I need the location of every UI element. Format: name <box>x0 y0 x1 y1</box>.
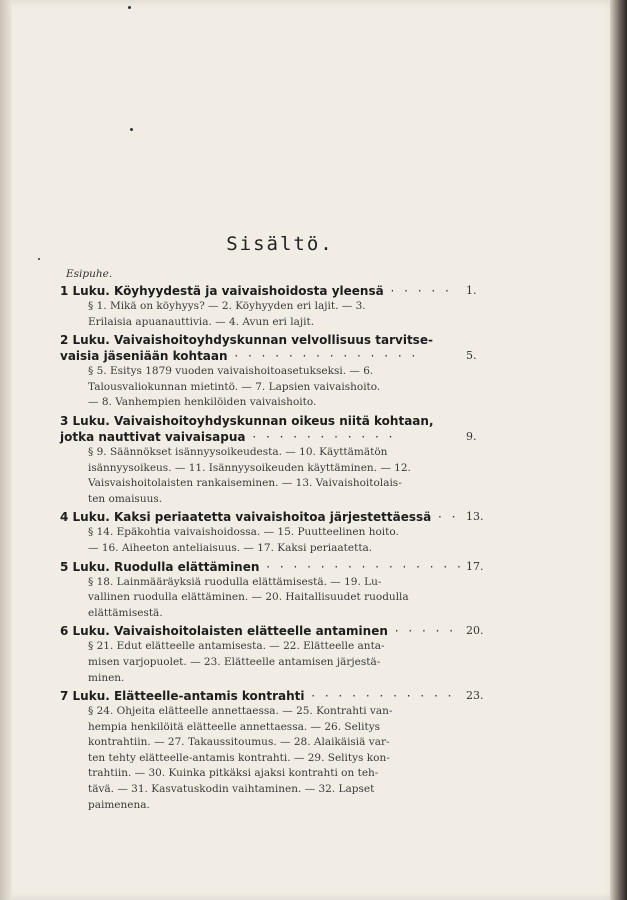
toc-chapter-3 <box>60 413 490 507</box>
toc-chapter-7 <box>60 688 490 813</box>
chapter-title: 2 Luku. Vaivaishoitoyhdyskunnan velvollisuus tarvitse- vaisia jäseniään kohtaan <box>60 333 433 364</box>
chapter-heading <box>60 413 490 445</box>
page-number: 1. <box>466 284 477 297</box>
toc-chapter-6 <box>60 623 490 686</box>
chapter-heading <box>60 559 490 575</box>
dot-leader: · · · · · · · · · · · <box>304 689 455 704</box>
preface-entry: Esipuhe. <box>66 268 113 280</box>
dot-leader: · · · · · · · · · · · · · · <box>227 349 419 364</box>
page-number: 20. <box>466 624 484 638</box>
dot-leader: · · · · · <box>383 284 452 298</box>
page-number: 9. <box>466 429 477 443</box>
table-of-contents <box>60 283 490 815</box>
dot-leader: · · <box>431 510 459 525</box>
section-list: § 21. Edut elätteelle antamisesta. — 22. Elätteelle anta- misen varjopuolet. — 23. Elätteelle antamisen järjestä- minen. <box>88 640 385 684</box>
chapter-title: 5 Luku. Ruodulla elättäminen <box>60 559 260 574</box>
section-list: § 24. Ohjeita elätteelle annettaessa. — 25. Kontrahti van- hempia henkilöitä elätteelle annettaessa. — 26. Selitys kontrahtiin. — 27. Takaussitoumus. — 28. Alaikäisiä var- ten tehty elätteelle-antamis kontrahti. — 29. Selitys kon- trahtiin. — 30. Kuinka pitkäksi ajaksi kontrahti on teh- tävä. — 31. Kasvatuskodin vaihtaminen. — 32. Lapset paimenena. <box>88 705 393 811</box>
toc-chapter-5 <box>60 559 490 622</box>
toc-chapter-1 <box>60 283 490 330</box>
speck <box>128 6 131 9</box>
section-list: § 9. Säännökset isännyysoikeudesta. — 10. Käyttämätön isännyysoikeus. — 11. Isännyysoikeuden käyttäminen. — 12. Vaisvaishoitolaisten rankaiseminen. — 13. Vaivaishoitolais- ten omaisuus. <box>88 445 411 505</box>
chapter-title: 6 Luku. Vaivaishoitolaisten elätteelle antaminen <box>60 624 388 639</box>
chapter-title: 3 Luku. Vaivaishoitoyhdyskunnan oikeus niitä kohtaan, jotka nauttivat vaivaisapua <box>60 413 434 444</box>
chapter-title: 7 Luku. Elätteelle-antamis kontrahti <box>60 689 305 704</box>
chapter-heading <box>60 509 490 525</box>
book-edge <box>610 0 627 900</box>
speck <box>130 128 133 131</box>
section-list: § 1. Mikä on köyhyys? — 2. Köyhyyden eri lajit. — 3. Erilaisia apuanauttivia. — 4. Avun eri lajit. <box>88 300 366 328</box>
page-number: 23. <box>466 689 484 703</box>
dot-leader: · · · · · <box>387 624 457 639</box>
page-number: 5. <box>466 349 477 363</box>
page-number: 13. <box>466 510 484 524</box>
chapter-title: 1 Luku. Köyhyydestä ja vaivaishoidosta yleensä <box>60 284 384 298</box>
toc-chapter-2 <box>60 332 490 411</box>
section-list: § 14. Epäkohtia vaivaishoidossa. — 15. Puutteelinen hoito. — 16. Aiheeton anteliaisuus. — 17. Kaksi periaatetta. <box>88 526 399 554</box>
chapter-heading <box>60 332 490 364</box>
page-number: 17. <box>466 559 484 573</box>
chapter-heading <box>60 623 490 639</box>
chapter-title: 4 Luku. Kaksi periaatetta vaivaishoitoa järjestettäessä <box>60 510 432 525</box>
speck <box>38 258 40 260</box>
dot-leader: · · · · · · · · · · · <box>245 429 396 444</box>
section-list: § 18. Lainmääräyksiä ruodulla elättämisestä. — 19. Lu- vallinen ruodulla elättäminen. — 20. Haitallisuudet ruodulla elättämisestä. <box>88 575 409 619</box>
chapter-heading <box>60 283 490 299</box>
chapter-heading <box>60 688 490 704</box>
toc-chapter-4 <box>60 509 490 556</box>
dot-leader: · · · · · · · · · · · · · · · <box>259 559 464 574</box>
section-list: § 5. Esitys 1879 vuoden vaivaishoitoasetukseksi. — 6. Talousvaliokunnan mietintö. — 7. Lapsien vaivaishoito. — 8. Vanhempien henkilöiden vaivaishoito. <box>88 365 381 409</box>
page-gutter <box>0 0 12 900</box>
page-title: Sisältö. <box>226 233 334 255</box>
